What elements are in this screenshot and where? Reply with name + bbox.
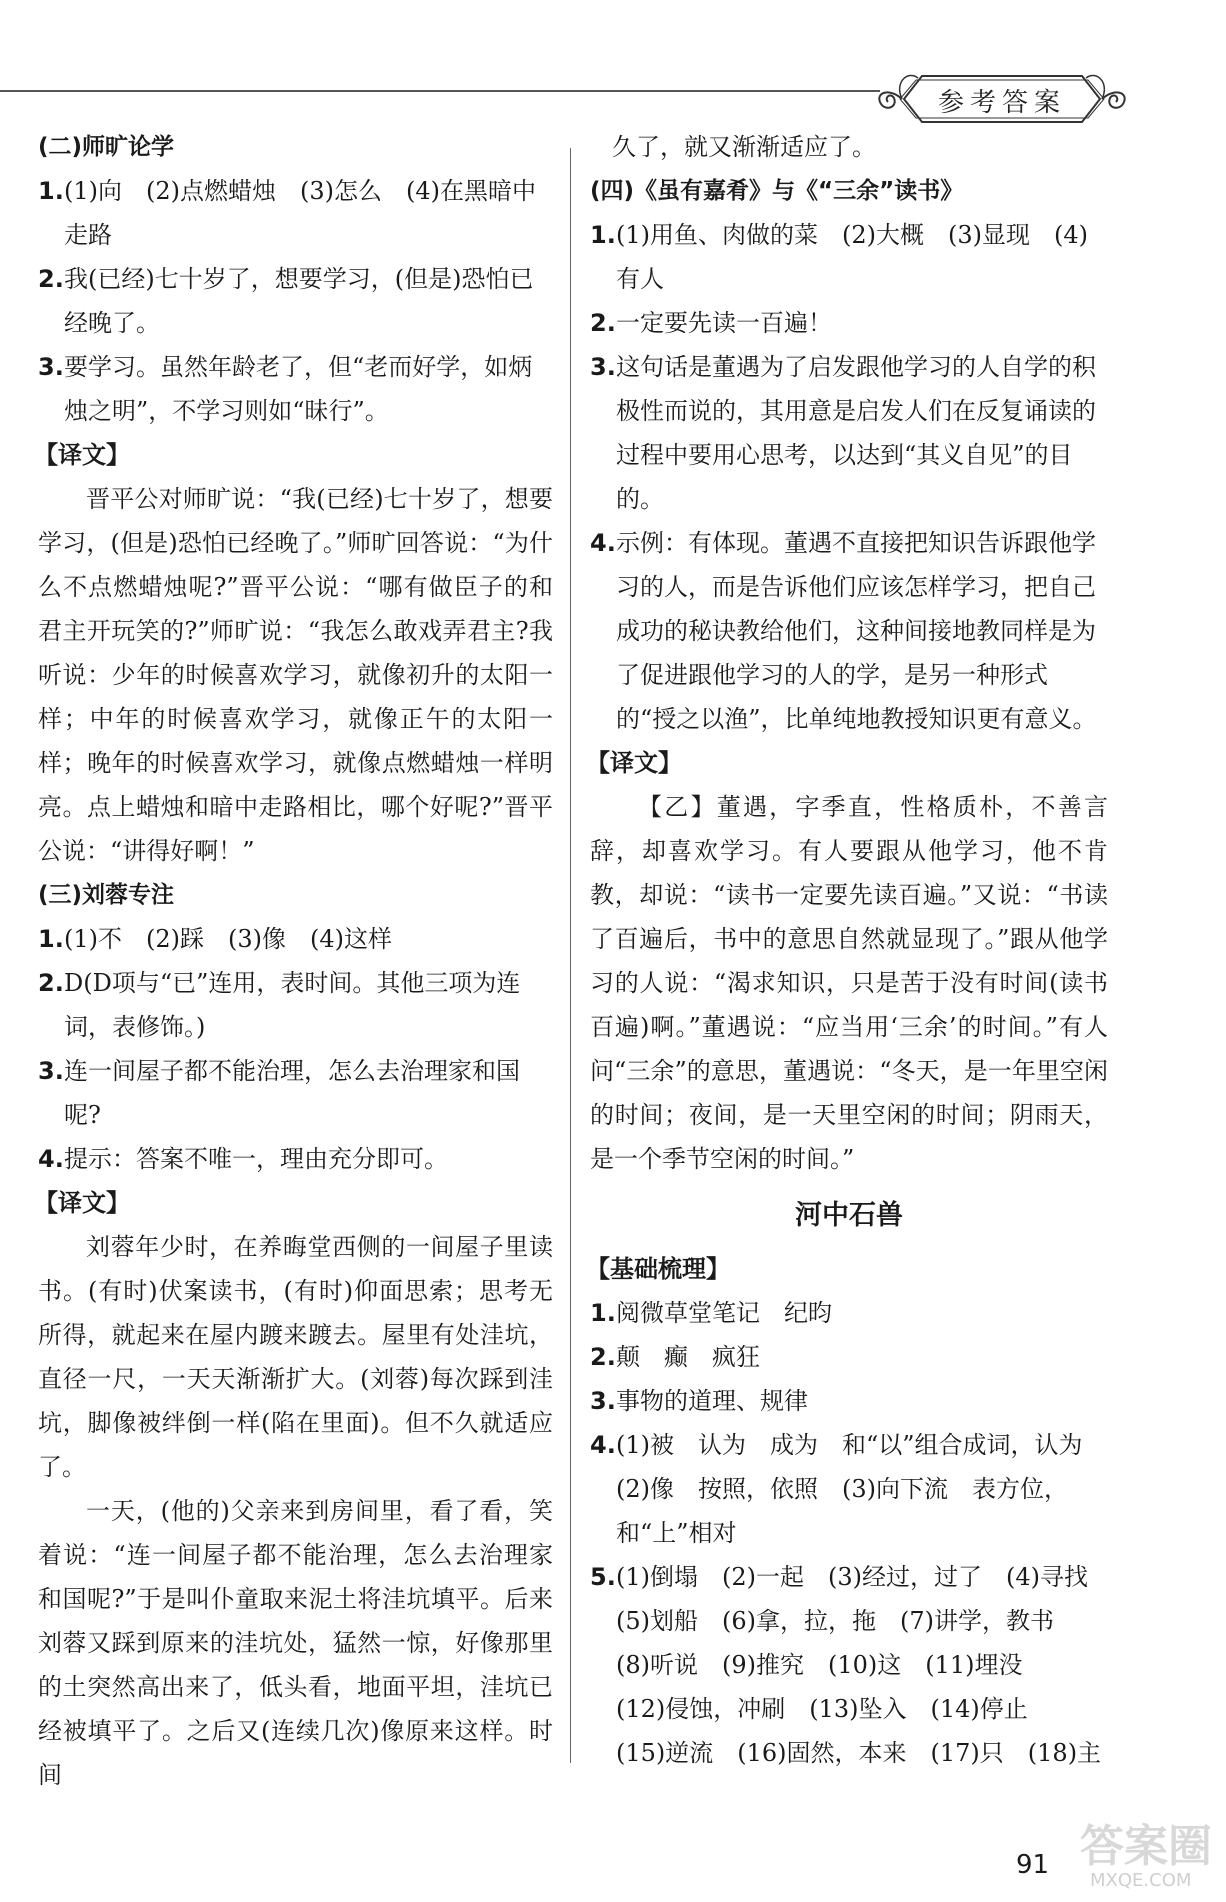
item-text: 连一间屋子都不能治理，怎么去治理家和国呢? bbox=[64, 1057, 520, 1129]
item-subline: 和“上”相对 bbox=[616, 1519, 737, 1547]
watermark-url: MXQE.COM bbox=[1090, 1870, 1192, 1891]
item-number: 4. bbox=[590, 529, 616, 557]
page-number: 91 bbox=[1016, 1850, 1050, 1880]
item-number: 2. bbox=[590, 1343, 616, 1371]
header-rule bbox=[0, 90, 880, 92]
answer-item bbox=[38, 917, 553, 961]
item-subline: (15)逆流 (16)固然，本来 (17)只 (18)主 bbox=[616, 1739, 1102, 1767]
header-title: 参考答案 bbox=[937, 88, 1066, 118]
header-banner bbox=[872, 68, 1132, 130]
answer-item bbox=[38, 257, 553, 345]
answer-item bbox=[38, 1049, 553, 1137]
answer-item bbox=[590, 301, 1108, 345]
item-number: 3. bbox=[590, 1387, 616, 1415]
section-title: (二)师旷论学 bbox=[38, 134, 175, 160]
item-text: (1)倒塌 (2)一起 (3)经过，过了 (4)寻找 bbox=[616, 1563, 1088, 1591]
item-number: 5. bbox=[590, 1563, 616, 1591]
column-divider bbox=[570, 148, 571, 1763]
translation-paragraph: 晋平公对师旷说：“我(已经)七十岁了，想要学习，(但是)恐怕已经晚了。”师旷回答说：“为什么不点燃蜡烛呢?”晋平公说：“哪有做臣子的和君主开玩笑的?”师旷说：“我怎么敢戏弄君主?我听说：少年的时候喜欢学习，就像初升的太阳一样；中年的时候喜欢学习，就像正午的太阳一样；晚年的时候喜欢学习，就像点燃蜡烛一样明亮。点上蜡烛和暗中走路相比，哪个好呢?”晋平公说：“讲得好啊！” bbox=[38, 485, 553, 865]
answer-item bbox=[38, 1137, 553, 1181]
answer-item bbox=[38, 961, 553, 1049]
answer-item bbox=[590, 1555, 1108, 1599]
item-text: 提示：答案不唯一，理由充分即可。 bbox=[64, 1145, 448, 1173]
item-number: 3. bbox=[38, 353, 64, 381]
item-text: 这句话是董遇为了启发跟他学习的人自学的积极性而说的，其用意是启发人们在反复诵读的过程中要用心思考，以达到“其义自见”的目的。 bbox=[616, 353, 1096, 513]
item-text: 一定要先读一百遍！ bbox=[616, 309, 832, 337]
item-number: 1. bbox=[590, 221, 616, 249]
item-text: 事物的道理、规律 bbox=[616, 1387, 808, 1415]
item-text: 我(已经)七十岁了，想要学习，(但是)恐怕已经晚了。 bbox=[64, 265, 534, 337]
translation-paragraph: 【乙】董遇，字季直，性格质朴，不善言辞，却喜欢学习。有人要跟从他学习，他不肯教，却说：“读书一定要先读百遍。”又说：“书读了百遍后，书中的意思自然就显现了。”跟从他学习的人说：“渴求知识，只是苦于没有时间(读书百遍)啊。”董遇说：“应当用‘三余’的时间。”有人问“三余”的意思，董遇说：“冬天，是一年里空闲的时间；夜间，是一天里空闲的时间；阴雨天，是一个季节空闲的时间。” bbox=[590, 793, 1108, 1173]
translation-label: 【译文】 bbox=[34, 441, 130, 469]
translation-label: 【译文】 bbox=[586, 749, 682, 777]
item-subline: (8)听说 (9)推究 (10)这 (11)埋没 bbox=[616, 1651, 1023, 1679]
answer-item bbox=[590, 1291, 1108, 1335]
continued-text: 久了，就又渐渐适应了。 bbox=[612, 133, 876, 161]
answer-item bbox=[38, 169, 553, 257]
item-text: 阅微草堂笔记 纪昀 bbox=[616, 1299, 832, 1327]
item-number: 2. bbox=[590, 309, 616, 337]
item-number: 2. bbox=[38, 265, 64, 293]
watermark-logo: 答案圈 bbox=[1080, 1821, 1212, 1872]
item-text: (1)不 (2)踩 (3)像 (4)这样 bbox=[64, 925, 392, 953]
answer-item bbox=[590, 213, 1108, 301]
item-text: D(D项与“已”连用，表时间。其他三项为连词，表修饰。) bbox=[64, 969, 521, 1041]
item-subline: (12)侵蚀，冲刷 (13)坠入 (14)停止 bbox=[616, 1695, 1028, 1723]
lesson-title: 河中石兽 bbox=[795, 1200, 903, 1231]
right-column bbox=[586, 125, 1108, 1775]
translation-paragraph: 一天，(他的)父亲来到房间里，看了看，笑着说：“连一间屋子都不能治理，怎么去治理家和国呢?”于是叫仆童取来泥土将洼坑填平。后来刘蓉又踩到原来的洼坑处，猛然一惊，好像那里的土突然高出来了，低头看，地面平坦，洼坑已经被填平了。之后又(连续几次)像原来这样。时间 bbox=[38, 1497, 553, 1789]
item-number: 4. bbox=[590, 1431, 616, 1459]
item-number: 4. bbox=[38, 1145, 64, 1173]
answer-item bbox=[590, 345, 1108, 521]
section-title: (三)刘蓉专注 bbox=[38, 882, 175, 908]
answer-item bbox=[590, 1423, 1108, 1467]
item-number: 1. bbox=[38, 177, 64, 205]
item-text: (1)用鱼、肉做的菜 (2)大概 (3)显现 (4)有人 bbox=[616, 221, 1088, 293]
item-number: 1. bbox=[38, 925, 64, 953]
item-number: 3. bbox=[590, 353, 616, 381]
item-text: (1)向 (2)点燃蜡烛 (3)怎么 (4)在黑暗中走路 bbox=[64, 177, 536, 249]
item-text: 示例：有体现。董遇不直接把知识告诉跟他学习的人，而是告诉他们应该怎样学习，把自己成功的秘诀教给他们，这种间接地教同样是为了促进跟他学习的人的学，是另一种形式的“授之以渔”，比单纯地教授知识更有意义。 bbox=[616, 529, 1097, 733]
section-title: (四)《虽有嘉肴》与《“三余”读书》 bbox=[590, 178, 964, 204]
item-text: 要学习。虽然年龄老了，但“老而好学，如炳烛之明”，不学习则如“昧行”。 bbox=[64, 353, 533, 425]
answer-item bbox=[590, 521, 1108, 741]
item-text: (1)被 认为 成为 和“以”组合成词，认为 bbox=[616, 1431, 1083, 1459]
answer-item bbox=[590, 1379, 1108, 1423]
item-number: 1. bbox=[590, 1299, 616, 1327]
translation-label: 【译文】 bbox=[34, 1189, 130, 1217]
item-subline: (2)像 按照，依照 (3)向下流 表方位， bbox=[616, 1475, 1068, 1503]
left-column bbox=[34, 125, 553, 1797]
item-text: 颠 癫 疯狂 bbox=[616, 1343, 760, 1371]
item-number: 2. bbox=[38, 969, 64, 997]
item-subline: (5)划船 (6)拿，拉，拖 (7)讲学，教书 bbox=[616, 1607, 1054, 1635]
item-number: 3. bbox=[38, 1057, 64, 1085]
basics-label: 【基础梳理】 bbox=[586, 1255, 730, 1283]
answer-item bbox=[38, 345, 553, 433]
translation-paragraph: 刘蓉年少时，在养晦堂西侧的一间屋子里读书。(有时)伏案读书，(有时)仰面思索；思考无所得，就起来在屋内踱来踱去。屋里有处洼坑，直径一尺，一天天渐渐扩大。(刘蓉)每次踩到洼坑，脚像被绊倒一样(陷在里面)。但不久就适应了。 bbox=[38, 1233, 553, 1481]
answer-item bbox=[590, 1335, 1108, 1379]
